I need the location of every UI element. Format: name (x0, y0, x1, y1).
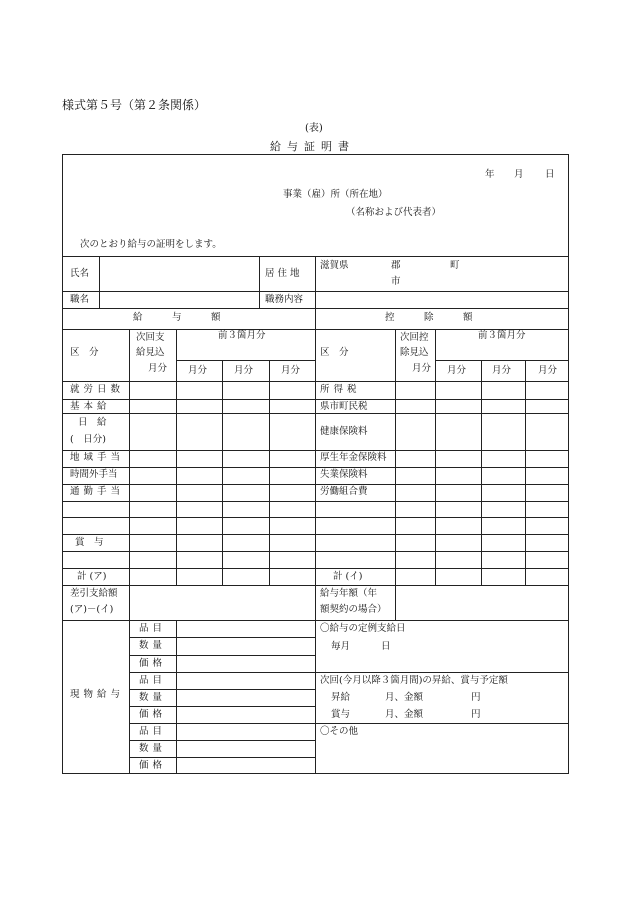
duty-label: 職務内容 (265, 294, 304, 305)
next-ded-header-2: 除見込 (400, 347, 429, 358)
annual-pay-1: 給与年額（年 (320, 588, 378, 599)
bonus-label: 賞与 (331, 709, 351, 720)
employer-address-label: 事業（雇）所（所在地） (283, 189, 388, 200)
ded-month-3: 月分 (538, 365, 558, 376)
ded-row-pension: 厚生年金保険料 (320, 452, 387, 463)
certificate-form (62, 154, 569, 774)
shi-text: 市 (391, 276, 401, 287)
pay-row-regional: 地域手当 (70, 452, 125, 463)
pay-row-commute: 通勤手当 (70, 486, 125, 497)
deduction-section-title: 控 除 額 (385, 312, 483, 323)
ded-row-unemployment: 失業保険料 (320, 469, 368, 480)
year-label: 年 (485, 169, 495, 180)
job-label: 職名 (70, 294, 90, 305)
ded-row-union: 労働組合費 (320, 486, 368, 497)
ded-prev3-header: 前３箇月分 (478, 330, 526, 341)
pay-total: 計 (ア) (77, 571, 107, 582)
day-label: 日 (545, 169, 555, 180)
net-pay-2: (ア)－(イ) (70, 604, 114, 615)
pay-month-3: 月分 (281, 365, 301, 376)
representative-label: （名称および代表者） (346, 207, 442, 218)
pay-row-bonus: 賞 与 (75, 537, 104, 548)
form-number: 様式第５号（第２条関係） (62, 98, 207, 112)
name-label: 氏名 (70, 268, 90, 279)
ded-total: 計 (イ) (333, 571, 363, 582)
kind-item-3: 品目 (139, 726, 167, 737)
month-label: 月 (514, 169, 524, 180)
pay-row-daily-days: ( 日分) (70, 434, 106, 445)
pay-month-2: 月分 (234, 365, 254, 376)
kind-qty-2: 数量 (139, 692, 167, 703)
other-label: 〇その他 (320, 726, 359, 737)
ded-row-health: 健康保険料 (320, 426, 368, 437)
net-pay-1: 差引支給額 (70, 588, 118, 599)
next-ded-header-3: 月分 (412, 363, 432, 374)
kind-price-3: 価格 (139, 760, 167, 771)
gun-text: 郡 (391, 260, 401, 271)
pay-row-overtime: 時間外手当 (70, 469, 118, 480)
kind-item-2: 品目 (139, 675, 167, 686)
bonus-month-amount: 月、金額 (385, 709, 424, 720)
bonus-yen: 円 (471, 709, 481, 720)
raise-label: 昇給 (331, 692, 351, 703)
kind-price-1: 価格 (139, 658, 167, 669)
next-pay-header-1: 次回支 (136, 332, 165, 343)
pay-section-title: 給 与 額 (133, 312, 231, 323)
pay-row-workdays: 就労日数 (70, 384, 125, 395)
prefecture-text: 滋賀県 (320, 260, 349, 271)
machi-text: 町 (450, 260, 460, 271)
pay-row-daily: 日 給 (78, 417, 107, 428)
raise-yen: 円 (471, 692, 481, 703)
deduction-division-header: 区 分 (320, 347, 349, 358)
kind-qty-3: 数量 (139, 743, 167, 754)
next-ded-header-1: 次回控 (400, 332, 429, 343)
kind-item-1: 品目 (139, 623, 167, 634)
pay-row-base: 基本給 (70, 401, 111, 412)
address-label: 居 住 地 (265, 268, 300, 279)
pay-division-header: 区 分 (70, 347, 99, 358)
ded-month-2: 月分 (492, 365, 512, 376)
monthly-label: 毎月 (331, 641, 351, 652)
pay-month-1: 月分 (188, 365, 208, 376)
ded-month-1: 月分 (447, 365, 467, 376)
kind-price-2: 価格 (139, 709, 167, 720)
ded-row-income-tax: 所得税 (320, 384, 361, 395)
next-pay-header-3: 月分 (148, 363, 168, 374)
document-title: 給与証明書 (270, 140, 355, 153)
next-raise-bonus-label: 次回(今月以降３箇月間)の昇給、賞与予定額 (320, 675, 508, 686)
kind-qty-1: 数量 (139, 640, 167, 651)
raise-month-amount: 月、金額 (385, 692, 424, 703)
ded-row-resident-tax: 県市町民税 (320, 401, 368, 412)
statement-text: 次のとおり給与の証明をします。 (80, 239, 222, 250)
regular-payday-label: 〇給与の定例支給日 (320, 623, 406, 634)
payday-day-label: 日 (381, 641, 391, 652)
side-label: (表) (305, 123, 323, 134)
next-pay-header-2: 給見込 (136, 347, 165, 358)
in-kind-label: 現物給与 (70, 689, 125, 700)
pay-prev3-header: 前３箇月分 (218, 330, 266, 341)
annual-pay-2: 額契約の場合） (320, 604, 387, 615)
